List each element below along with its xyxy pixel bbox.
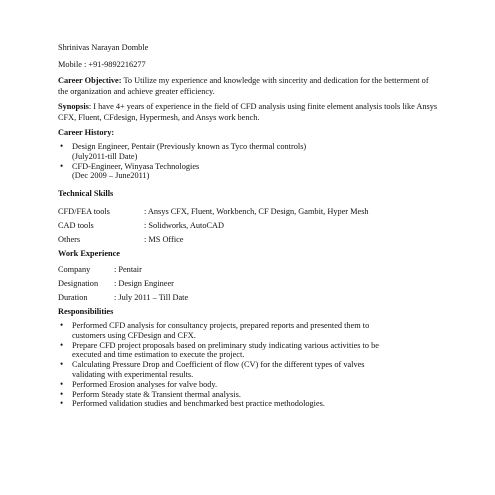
list-item: • Prepare CFD project proposals based on preliminary study indicating various activities to be executed and time estimation to execute the project. [58,341,379,361]
table-row: CAD tools : Solidworks, AutoCAD [58,221,224,230]
list-item: • Performed Erosion analyses for valve body. [58,380,379,390]
technical-skills-heading: Technical Skills [58,189,114,198]
mobile-number: Mobile : +91-9892216277 [58,60,146,69]
list-item: • Performed CFD analysis for consultancy projects, prepared reports and presented them to customers using CFDesign and CFX. [58,321,379,341]
table-row: CFD/FEA tools : Ansys CFX, Fluent, Workbench, CF Design, Gambit, Hyper Mesh [58,207,369,216]
career-objective [58,76,438,97]
synopsis [58,102,438,123]
work-experience-heading: Work Experience [58,249,120,258]
candidate-name: Shrinivas Narayan Domble [58,43,149,52]
career-objective-text: To Utilize my experience and knowledge with sincerity and dedication for the betterment of the organization and achieve greater efficiency. [58,76,429,96]
synopsis-text: : I have 4+ years of experience in the field of CFD analysis using finite element analysis tools like Ansys CFX, Fluent, CFdesign, Hypermesh, and Ansys work bench. [58,102,438,122]
list-item: • Performed validation studies and benchmarked best practice methodologies. [58,399,379,409]
synopsis-label: Synopsis [58,102,89,111]
work-experience-table [58,265,438,307]
table-row: Company : Pentair [58,265,142,274]
responsibilities-heading: Responsibilities [58,307,114,316]
list-item: • Calculating Pressure Drop and Coefficient of flow (CV) for the different types of valves validating with experimental results. [58,360,379,380]
list-item: • Perform Steady state & Transient thermal analysis. [58,390,379,400]
table-row: Designation : Design Engineer [58,279,174,288]
responsibilities-list [58,321,379,409]
list-item: • CFD-Engineer, Winyasa Technologies (Dec 2009 – June2011) [58,162,306,182]
career-objective-label: Career Objective: [58,76,122,85]
table-row: Duration : July 2011 – Till Date [58,293,189,302]
list-item: • Design Engineer, Pentair (Previously known as Tyco thermal controls) (July2011-till Date) [58,142,306,162]
career-history-list [58,142,306,181]
table-row: Others : MS Office [58,235,184,244]
technical-skills-table [58,207,438,249]
career-history-heading: Career History: [58,128,115,137]
